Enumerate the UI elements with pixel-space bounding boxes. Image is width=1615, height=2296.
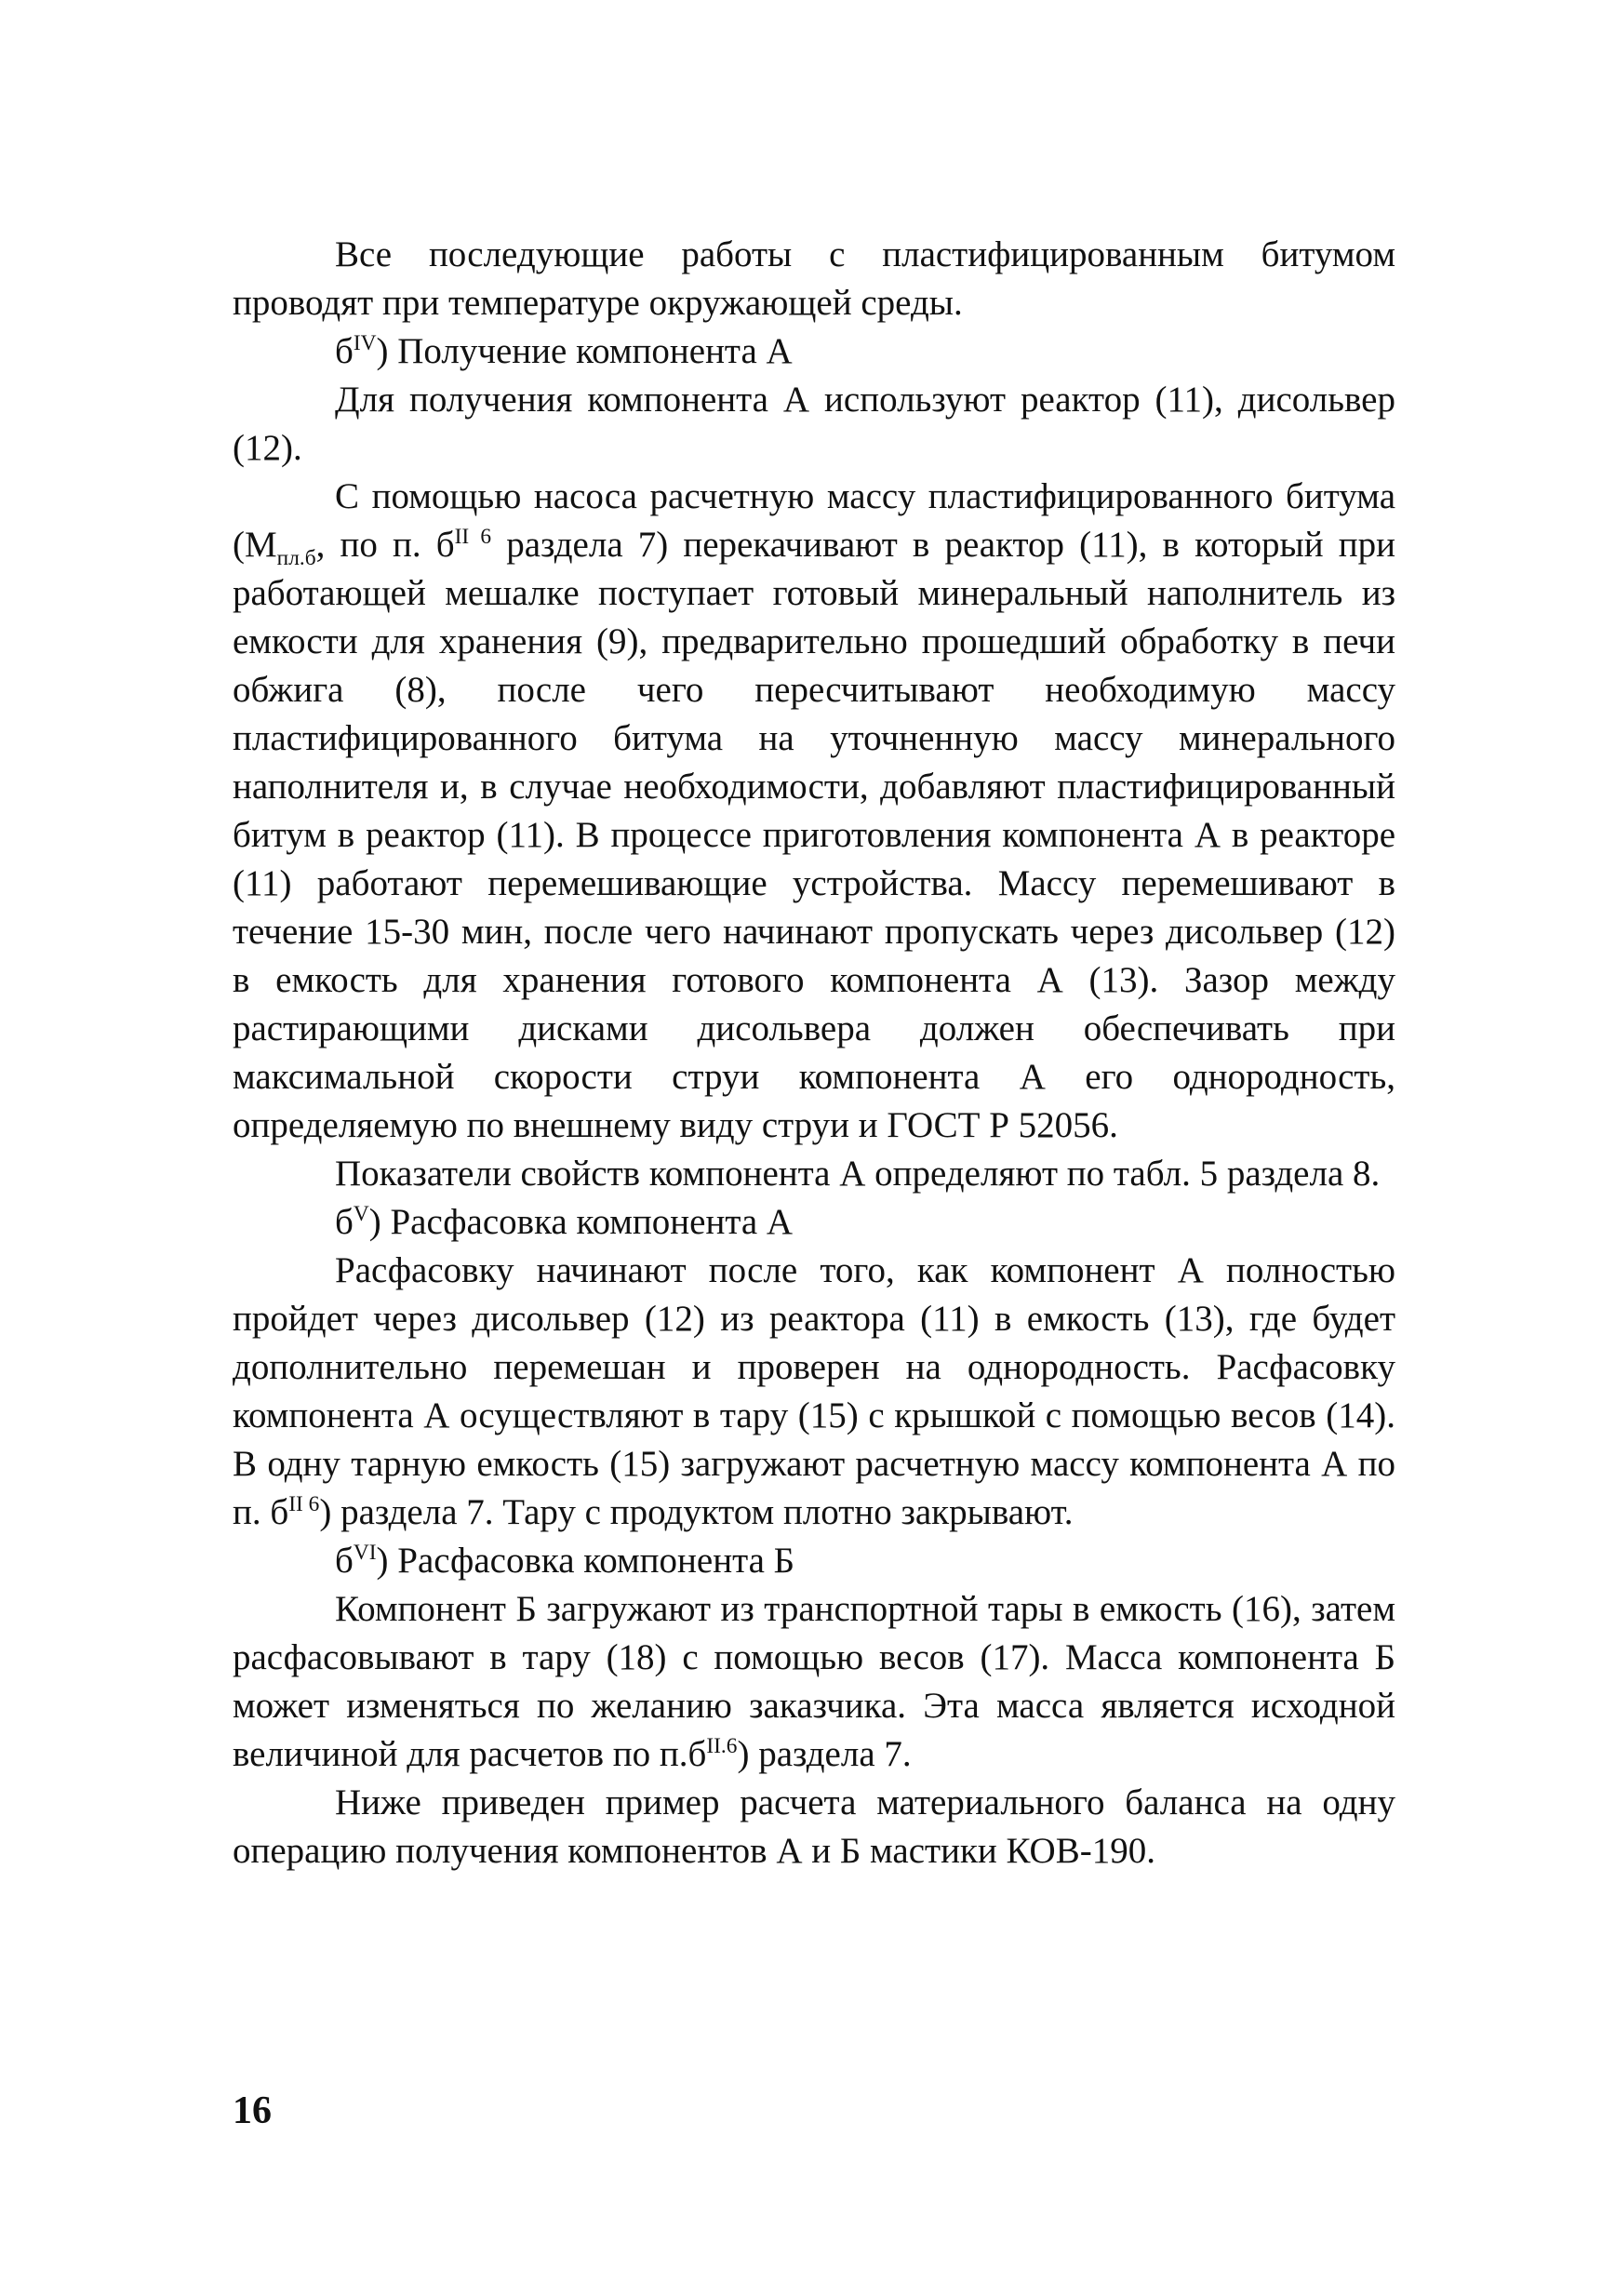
paragraph-process bbox=[233, 473, 1395, 1150]
heading-superscript: VI bbox=[353, 1541, 377, 1565]
superscript: II 6 bbox=[288, 1492, 320, 1516]
paragraph-example bbox=[233, 1779, 1395, 1876]
heading-letter: б bbox=[335, 1202, 354, 1242]
paragraph-text: ) раздела 7. Тару с продуктом плотно закрывают. bbox=[319, 1492, 1074, 1532]
subscript: пл.б bbox=[276, 545, 316, 570]
page-number: 16 bbox=[233, 2089, 272, 2132]
paragraph-text: С помощью насоса расчетную массу пластифицированного битума (М bbox=[233, 476, 1395, 565]
paragraph-properties bbox=[233, 1150, 1395, 1198]
paragraph-equipment bbox=[233, 376, 1395, 473]
paragraph-text: ) раздела 7. bbox=[737, 1734, 912, 1774]
heading-text: ) Расфасовка компонента А bbox=[368, 1202, 794, 1242]
paragraph-packing-a bbox=[233, 1247, 1395, 1537]
paragraph-packing-b bbox=[233, 1585, 1395, 1779]
heading-text: ) Получение компонента А bbox=[376, 331, 793, 371]
paragraph-text: , по п. б bbox=[315, 525, 455, 565]
paragraph-text: Ниже приведен пример расчета материального баланса на одну операцию получения компонентов А и Б мастики КОВ-190. bbox=[233, 1782, 1395, 1871]
paragraph-text: Компонент Б загружают из транспортной тары в емкость (16), затем расфасовывают в тару (18) с помощью весов (17). Масса компонента Б может изменяться по желанию заказчика. Эта масса является исходной величиной для расчетов по п.б bbox=[233, 1589, 1395, 1774]
heading-superscript: IV bbox=[353, 331, 377, 355]
heading-packing-component-a bbox=[233, 1198, 1395, 1247]
heading-obtaining-component-a bbox=[233, 327, 1395, 376]
paragraph-intro bbox=[233, 231, 1395, 327]
paragraph-text: Расфасовку начинают после того, как компонент А полностью пройдет через дисольвер (12) из реактора (11) в емкость (13), где будет дополнительно перемешан и проверен на однородность. Расфасовку компонента А осуществляют в тару (15) с крышкой с помощью весов (14). В одну тарную емкость (15) загружают расчетную массу компонента А по п. б bbox=[233, 1250, 1395, 1532]
paragraph-text: Все последующие работы с пластифицированным битумом проводят при температуре окружающей среды. bbox=[233, 234, 1395, 323]
heading-superscript: V bbox=[353, 1202, 369, 1226]
body-text bbox=[233, 231, 1395, 1876]
superscript: II.6 bbox=[706, 1734, 738, 1758]
heading-packing-component-b bbox=[233, 1537, 1395, 1585]
paragraph-text: Показатели свойств компонента А определяют по табл. 5 раздела 8. bbox=[335, 1154, 1381, 1194]
heading-letter: б bbox=[335, 1541, 354, 1581]
superscript: II 6 bbox=[454, 525, 492, 549]
paragraph-text: Для получения компонента А используют реактор (11), дисольвер (12). bbox=[233, 380, 1395, 468]
heading-text: ) Расфасовка компонента Б bbox=[376, 1541, 795, 1581]
paragraph-text: раздела 7) перекачивают в реактор (11), в который при работающей мешалке поступает готовый минеральный наполнитель из емкости для хранения (9), предварительно прошедший обработку в печи обжига (8), после чего пересчитывают необходимую массу пластифицированного битума на уточненную массу минерального наполнителя и, в случае необходимости, добавляют пластифицированный битум в реактор (11). В процессе приготовления компонента А в реакторе (11) работают перемешивающие устройства. Массу перемешивают в течение 15-30 мин, после чего начинают пропускать через дисольвер (12) в емкость для хранения готового компонента А (13). Зазор между растирающими дисками дисольвера должен обеспечивать при максимальной скорости струи компонента А его однородность, определяемую по внешнему виду струи и ГОСТ Р 52056. bbox=[233, 525, 1395, 1145]
heading-letter: б bbox=[335, 331, 354, 371]
